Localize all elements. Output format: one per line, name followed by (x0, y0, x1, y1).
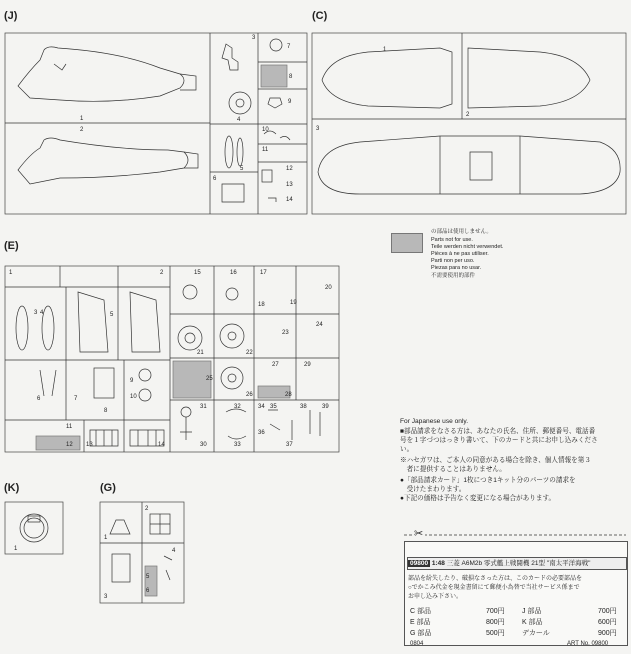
price-label: J 部品 (522, 608, 542, 615)
part-number-e-4: 4 (40, 310, 44, 316)
part-number-e-33: 33 (234, 442, 241, 448)
price-label: E 部品 (410, 619, 431, 626)
part-number-c-2: 2 (466, 112, 470, 118)
part-number-e-26: 26 (246, 392, 253, 398)
part-number-e-22: 22 (246, 350, 253, 356)
part-number-g-5: 5 (146, 574, 150, 580)
part-number-e-31: 31 (200, 404, 207, 410)
part-number-e-13: 13 (86, 442, 93, 448)
part-number-e-24: 24 (316, 322, 323, 328)
part-number-g-1: 1 (104, 535, 108, 541)
japan-note-line: ※ハセガワは、ご本人の同意がある場合を除き、個人情報を第３ (400, 457, 591, 464)
print-code: 0804 (410, 641, 424, 647)
part-number-j-4: 4 (237, 117, 241, 123)
part-number-j-6: 6 (213, 176, 217, 182)
part-number-j-3: 3 (252, 35, 256, 41)
legend-line: 不需要使用的部件 (431, 273, 476, 279)
legend-line: Teile werden nicht verwendet. (431, 244, 504, 250)
part-number-j-10: 10 (262, 127, 269, 133)
price-value: 600円 (598, 619, 617, 626)
japan-note-line: ■部品請求をなさる方は、あなたの氏名、住所、郵便番号、電話番 (400, 428, 596, 435)
legend-line: Pièces à ne pas utiliser. (431, 251, 489, 257)
card-desc-line: ○でかこみ代金を現金書留にて郵便小為替で当社サービス係まで (408, 585, 580, 591)
price-value: 700円 (486, 608, 505, 615)
part-number-g-6: 6 (146, 588, 150, 594)
part-number-e-14: 14 (158, 442, 165, 448)
product-header (407, 557, 627, 570)
section-label-c: (C) (312, 10, 328, 22)
card-desc-line: お申し込み下さい。 (408, 594, 463, 600)
section-label-g: (G) (100, 482, 116, 494)
legend-line: Piezas para no usar. (431, 265, 482, 271)
part-number-e-2: 2 (160, 270, 164, 276)
part-number-e-28: 28 (285, 392, 292, 398)
legend-title: の部品は使用しません。 (431, 229, 492, 235)
art-number: ART No. 09800 (567, 641, 609, 647)
part-number-e-21: 21 (197, 350, 204, 356)
section-label-j: (J) (4, 10, 18, 22)
part-number-e-16: 16 (230, 270, 237, 276)
part-number-e-35: 35 (270, 404, 277, 410)
part-number-g-2: 2 (145, 506, 149, 512)
part-number-e-34: 34 (258, 404, 265, 410)
part-number-e-6: 6 (37, 396, 41, 402)
japan-note-line: 受けたまわります。 (400, 486, 466, 493)
price-value: 700円 (598, 608, 617, 615)
price-value: 900円 (598, 630, 617, 637)
part-number-e-39: 39 (322, 404, 329, 410)
part-number-e-29: 29 (304, 362, 311, 368)
part-number-j-9: 9 (288, 99, 292, 105)
part-number-e-12: 12 (66, 442, 73, 448)
part-number-e-15: 15 (194, 270, 201, 276)
scissors-icon: ✂ (414, 528, 424, 540)
part-number-e-10: 10 (130, 394, 137, 400)
part-number-j-5: 5 (240, 166, 244, 172)
part-number-e-7: 7 (74, 396, 78, 402)
sprue-c (312, 33, 626, 214)
japan-only-header: For Japanese use only. (400, 418, 469, 425)
part-number-e-18: 18 (258, 302, 265, 308)
product-name: 三菱 A6M2b 零式艦上戦闘機 21型 "南太平洋海戦" (446, 560, 591, 567)
part-number-g-3: 3 (104, 594, 108, 600)
price-label: G 部品 (410, 630, 432, 637)
part-number-j-11: 11 (262, 147, 269, 153)
part-number-e-38: 38 (300, 404, 307, 410)
part-number-e-1: 1 (9, 270, 13, 276)
part-number-j-14: 14 (286, 197, 293, 203)
part-number-e-3: 3 (34, 310, 38, 316)
price-value: 800円 (486, 619, 505, 626)
part-number-e-23: 23 (282, 330, 289, 336)
sprue-j (5, 33, 307, 214)
price-value: 500円 (486, 630, 505, 637)
part-number-e-8: 8 (104, 408, 108, 414)
part-number-j-1: 1 (80, 116, 84, 122)
part-number-j-7: 7 (287, 44, 291, 50)
part-number-j-8: 8 (289, 74, 293, 80)
price-label: C 部品 (410, 608, 431, 615)
card-desc-line: 部品を紛失したり、破損なさった方は、このカードの必要部品を (408, 576, 583, 582)
part-number-g-4: 4 (172, 548, 176, 554)
sprue-e (5, 266, 339, 452)
japan-note-line: 者に提供することはありません。 (400, 466, 506, 473)
part-number-c-1: 1 (383, 47, 387, 53)
part-number-e-5: 5 (110, 312, 114, 318)
part-number-j-12: 12 (286, 166, 293, 172)
japan-note-line: い。 (400, 446, 414, 453)
part-number-e-9: 9 (130, 378, 134, 384)
product-code: 09800 (410, 560, 429, 567)
part-number-e-32: 32 (234, 404, 241, 410)
part-number-j-13: 13 (286, 182, 293, 188)
section-label-e: (E) (4, 240, 19, 252)
part-number-j-2: 2 (80, 127, 84, 133)
japan-note-line: ●「部品請求カード」1枚につき1キット分のパーツの請求を (400, 477, 576, 484)
legend-line: Parts not for use. (431, 237, 473, 243)
part-number-c-3: 3 (316, 126, 320, 132)
unused-parts-swatch (391, 233, 423, 253)
part-number-e-19: 19 (290, 300, 297, 306)
part-number-e-36: 36 (258, 430, 265, 436)
part-number-e-20: 20 (325, 285, 332, 291)
price-label: K 部品 (522, 619, 543, 626)
legend-line: Parti non per uso. (431, 258, 475, 264)
section-label-k: (K) (4, 482, 20, 494)
part-number-e-25: 25 (206, 376, 213, 382)
part-number-e-37: 37 (286, 442, 293, 448)
part-number-e-11: 11 (66, 424, 73, 430)
part-number-e-17: 17 (260, 270, 267, 276)
price-label: デカール (522, 630, 550, 637)
product-scale: 1:48 (431, 560, 445, 567)
part-number-k-1: 1 (14, 546, 18, 552)
part-number-e-30: 30 (200, 442, 207, 448)
japan-note-line: 号を１字づつはっきり書いて、下のカードと共にお申し込みくださ (400, 437, 598, 444)
japan-note-line: ●下記の価格は予告なく変更になる場合があります。 (400, 495, 556, 502)
part-number-e-27: 27 (272, 362, 279, 368)
